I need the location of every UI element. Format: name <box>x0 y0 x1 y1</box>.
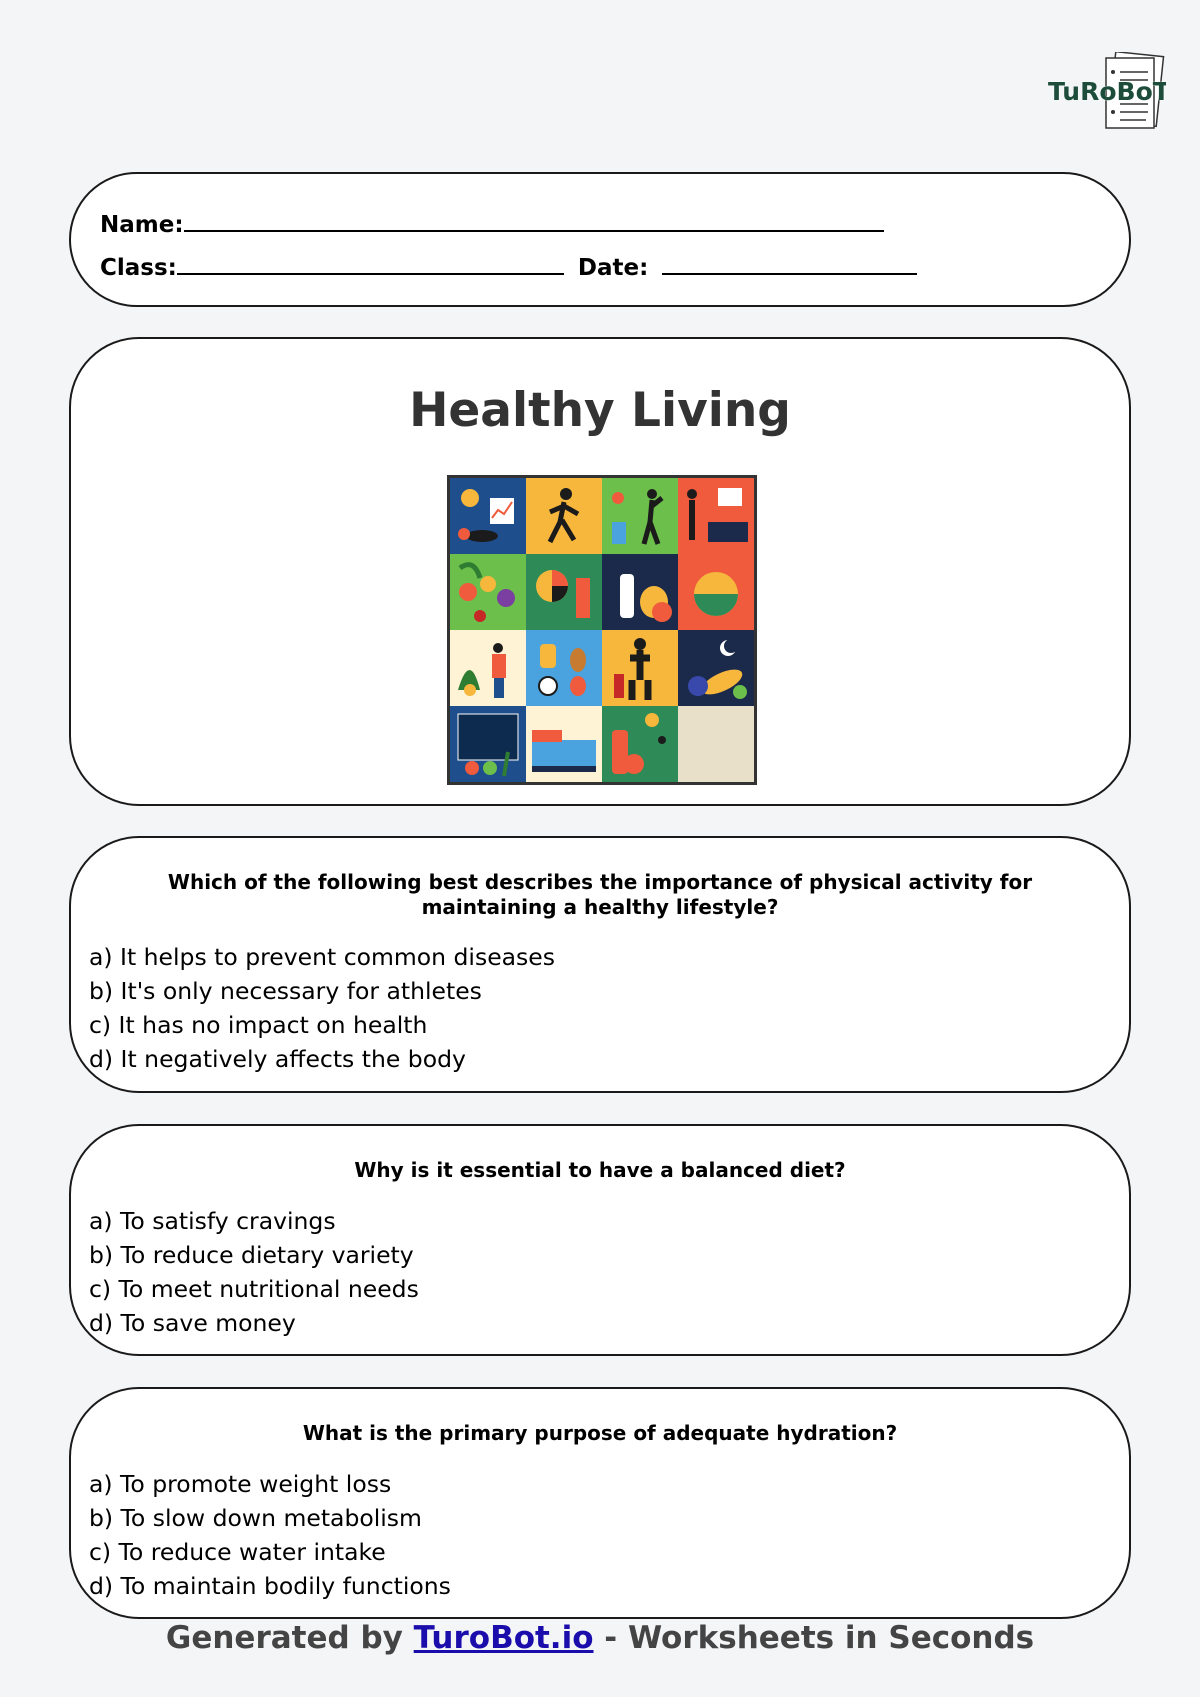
option-d[interactable]: d) To maintain bodily functions <box>89 1572 451 1600</box>
svg-text:TuRoBoT: TuRoBoT <box>1048 77 1166 106</box>
class-row <box>100 255 917 281</box>
option-b[interactable]: b) To slow down metabolism <box>89 1504 422 1532</box>
healthy-living-collage-icon <box>447 475 757 785</box>
question-1-box <box>69 836 1131 1093</box>
option-d[interactable]: d) It negatively affects the body <box>89 1045 466 1073</box>
name-label: Name: <box>100 212 184 238</box>
turobot-link[interactable]: TuroBot.io <box>413 1620 594 1656</box>
option-a[interactable]: a) To promote weight loss <box>89 1470 392 1498</box>
option-d[interactable]: d) To save money <box>89 1309 296 1337</box>
question-1-options <box>89 940 555 1076</box>
option-c[interactable]: c) To meet nutritional needs <box>89 1275 419 1303</box>
footer <box>0 1620 1200 1656</box>
class-label: Class: <box>100 255 177 281</box>
student-info-box <box>69 172 1131 307</box>
question-3-box <box>69 1387 1131 1619</box>
option-b[interactable]: b) To reduce dietary variety <box>89 1241 414 1269</box>
option-a[interactable]: a) To satisfy cravings <box>89 1207 336 1235</box>
name-field[interactable] <box>184 212 884 232</box>
worksheet-title: Healthy Living <box>409 383 791 438</box>
footer-prefix: Generated by <box>165 1620 414 1656</box>
question-3-options <box>89 1467 451 1603</box>
class-field[interactable] <box>177 255 564 275</box>
option-a[interactable]: a) It helps to prevent common diseases <box>89 943 556 971</box>
question-2-box <box>69 1124 1131 1356</box>
date-label: Date: <box>577 255 649 281</box>
footer-suffix: - Worksheets in Seconds <box>593 1620 1035 1656</box>
question-2-options <box>89 1204 419 1340</box>
option-b[interactable]: b) It's only necessary for athletes <box>89 977 482 1005</box>
option-c[interactable]: c) It has no impact on health <box>89 1011 428 1039</box>
question-1-text: Which of the following best describes the importance of physical activity for maintaining a healthy lifestyle? <box>167 870 1033 919</box>
title-box <box>69 337 1131 806</box>
date-field[interactable] <box>662 255 917 275</box>
option-c[interactable]: c) To reduce water intake <box>89 1538 386 1566</box>
question-2-text: Why is it essential to have a balanced diet? <box>354 1158 846 1182</box>
turobot-logo <box>1046 52 1166 136</box>
name-row <box>100 212 884 238</box>
question-3-text: What is the primary purpose of adequate hydration? <box>302 1421 898 1445</box>
